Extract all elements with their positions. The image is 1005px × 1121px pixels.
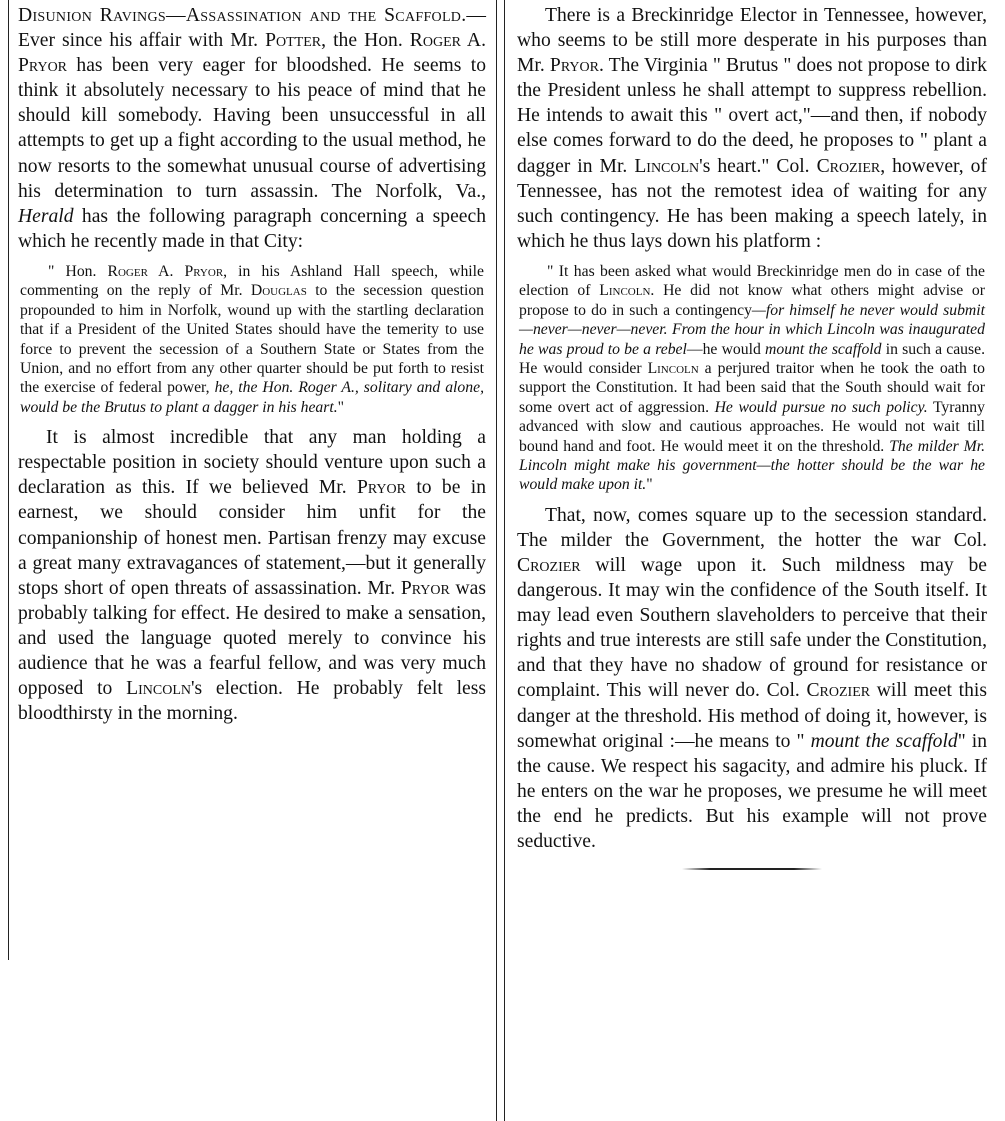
column-rule-center-a	[496, 0, 497, 1121]
article-end-rule	[682, 868, 822, 870]
article-paragraph: There is a Breckinridge Elector in Tennessee, however, who seems to be still more desperate in his purposes than Mr. Pryor. The Virginia " Brutus " does not propose to dirk the President unless he shall attempt to suppress rebellion. He intends to await this " overt act,"—and then, if nobody else comes forward to do the deed, he proposes to " plant a dagger in Mr. Lincoln's heart." Col. Crozier, however, of Tennessee, has not the remotest idea of waiting for any such contingency. He has been making a speech lately, in which he thus lays down his platform :	[517, 5, 988, 252]
article-headline: Disunion Ravings—Assassination and the Scaffold.	[18, 5, 467, 26]
article-paragraph: It is almost incredible that any man holding a respectable position in society should venture upon such a declaration as this. If we believed Mr. Pryor to be in earnest, we should consider him unfit for the companionship of honest men. Partisan frenzy may excuse a great many extravagances of statement,—but it generally stops short of open threats of assassination. Mr. Pryor was probably talking for effect. He desired to make a sensation, and used the language quoted merely to convince his audience that he was a fearful fellow, and was very much opposed to Lincoln's election. He probably felt less bloodthirsty in the morning.	[18, 427, 486, 725]
article-lead-paragraph: Disunion Ravings—Assassination and the Scaffold.—Ever since his affair with Mr. Potter, the Hon. Roger A. Pryor has been very eager for bloodshed. He seems to think it absolutely necessary to his peace of mind that he should kill somebody. Having been unsuccessful in all attempts to get up a fight according to the usual method, he now resorts to the somewhat unusual course of advertising his determination to turn assassin. The Norfolk, Va., Herald has the following paragraph concerning a speech which he recently made in that City:	[18, 5, 486, 252]
quoted-crozier-speech: " It has been asked what would Breckinridge men do in case of the election of Lincoln. He did not know what others might advise or propose to do in such a contingency—for himself he never would submit —never—never—never. From the hour in which Lincoln was inaugurated he was proud to be a rebel—he would mount the scaffold in such a cause. He would consider Lincoln a perjured traitor when he took the oath to support the Constitution. It had been said that the South should wait for some overt act of aggression. He would pursue no such policy. Tyranny advanced with slow and cautious approaches. He would not wait till bound hand and foot. He would meet it on the threshold. The milder Mr. Lincoln might make his government—the hotter should be the war he would make upon it."	[519, 262, 986, 494]
quoted-herald-excerpt: " Hon. Roger A. Pryor, in his Ashland Hall speech, while commenting on the reply of Mr. Douglas to the secession question propounded to him in Norfolk, wound up with the startling declaration that if a President of the United States should have the temerity to use force to prevent the secession of a Southern State or States from the Union, and no effort from any other quarter should be put forth to resist the exercise of federal power, he, the Hon. Roger A., solitary and alone, would be the Brutus to plant a dagger in his heart."	[20, 262, 485, 416]
column-rule-left	[8, 0, 9, 960]
article-paragraph: That, now, comes square up to the secession standard. The milder the Government, the hotter the war Col. Crozier will wage upon it. Such mildness may be dangerous. It may win the confidence of the South itself. It may lead even Southern slaveholders to perceive that their rights and true interests are still safe under the Constitution, and that they have no shadow of ground for resistance or complaint. This will never do. Col. Crozier will meet this danger at the threshold. His method of doing it, however, is somewhat original :—he means to " mount the scaffold" in the cause. We respect his sagacity, and admire his pluck. If he enters on the war he proposes, we presume he will meet the end he predicts. But his example will not prove seductive.	[517, 504, 988, 853]
column-rule-center-b	[504, 0, 505, 1121]
article-column-left	[18, 0, 486, 726]
article-column-right	[517, 0, 987, 870]
